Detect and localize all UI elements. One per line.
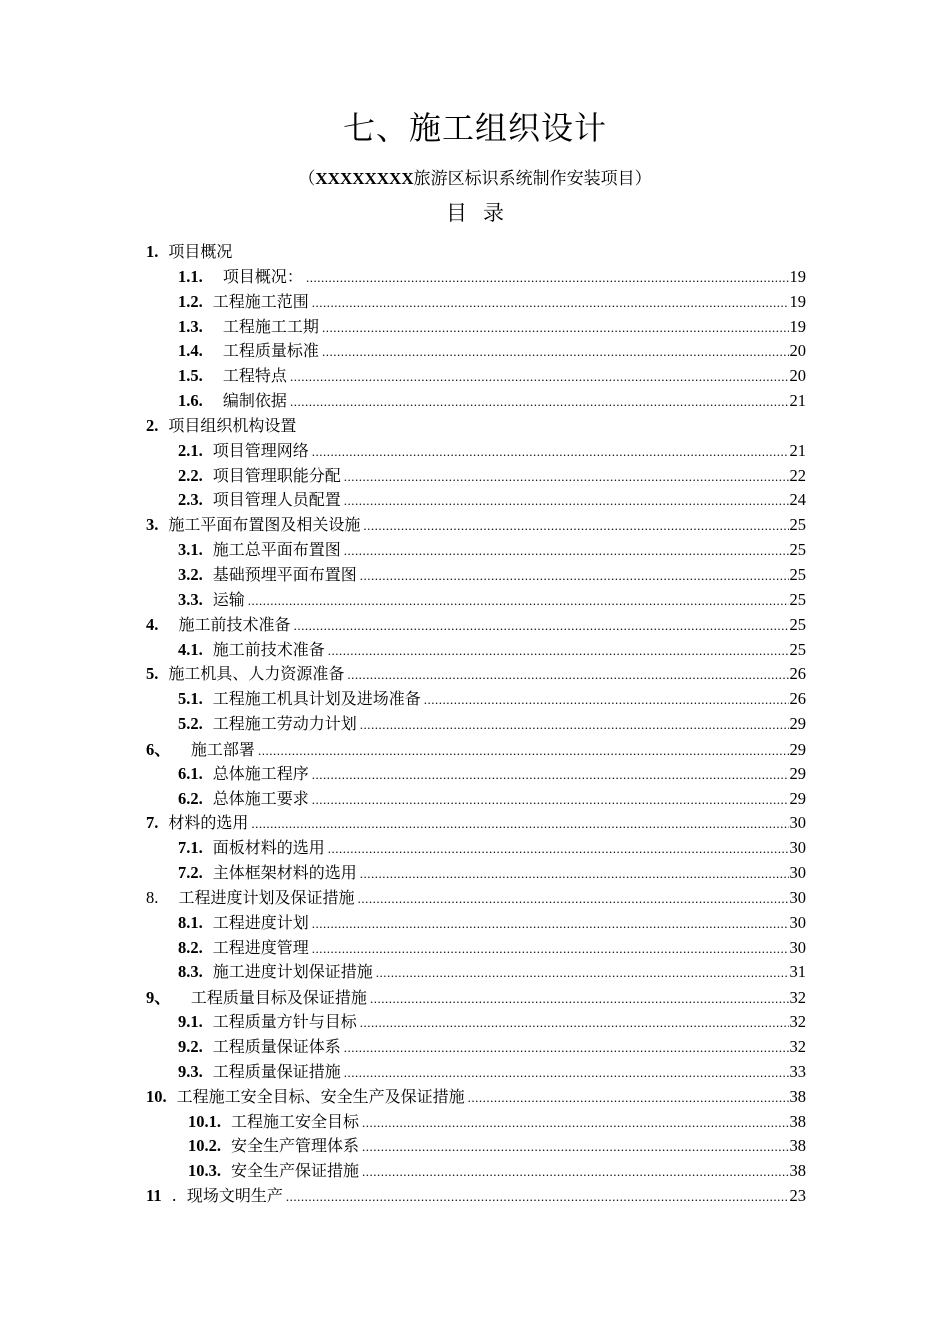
toc-entry-number: 8.3. xyxy=(178,962,203,982)
toc-entry[interactable] xyxy=(146,935,806,960)
toc-entry-number: 7. xyxy=(146,813,159,833)
toc-entry[interactable] xyxy=(146,1059,806,1084)
toc-entry-label: 运输 xyxy=(212,589,245,609)
toc-entry-label: . 现场文明生产 xyxy=(171,1186,283,1206)
toc-entry-number: 10.2. xyxy=(188,1136,221,1156)
toc-dot-leader xyxy=(312,916,789,932)
toc-entry[interactable] xyxy=(146,314,806,339)
toc-entry-page-number: 38 xyxy=(789,1136,806,1156)
toc-entry-page-number: 32 xyxy=(789,988,806,1008)
toc-entry-page-number: 25 xyxy=(789,564,806,584)
toc-entry-number: 3.1. xyxy=(178,540,203,560)
toc-dot-leader xyxy=(358,891,789,907)
toc-entry[interactable] xyxy=(146,835,806,860)
toc-entry-label: 工程进度计划 xyxy=(212,912,309,932)
toc-entry-label: 工程进度管理 xyxy=(212,937,309,957)
toc-dot-leader xyxy=(362,1115,788,1131)
toc-entry[interactable] xyxy=(146,463,806,488)
toc-entry-number: 6、 xyxy=(146,739,171,759)
toc-dot-leader xyxy=(322,320,789,336)
toc-entry[interactable] xyxy=(146,438,806,463)
toc-entry-number: 1.5. xyxy=(178,366,203,386)
toc-dot-leader xyxy=(344,1065,789,1081)
toc-entry-page-number: 32 xyxy=(789,1037,806,1056)
toc-entry[interactable] xyxy=(146,860,806,885)
toc-dot-leader xyxy=(360,866,789,882)
toc-entry-label: 工程质量标准 xyxy=(212,341,319,361)
toc-entry-label: 施工总平面布置图 xyxy=(212,540,341,560)
toc-entry-page-number: 33 xyxy=(789,1061,806,1081)
toc-entry[interactable] xyxy=(146,289,806,314)
toc-entry-label: 施工平面布置图及相关设施 xyxy=(168,515,361,535)
toc-entry-label: 面板材料的选用 xyxy=(212,838,325,858)
toc-entry-page-number: 23 xyxy=(789,1186,806,1206)
toc-entry-label: 工程施工劳动力计划 xyxy=(212,714,357,734)
toc-entry-label: 项目组织机构设置 xyxy=(168,415,297,435)
toc-entry-page-number: 38 xyxy=(789,1161,806,1181)
toc-entry-number: 3. xyxy=(146,515,159,535)
toc-entry-label: 工程施工工期 xyxy=(212,316,319,336)
toc-dot-leader xyxy=(360,717,789,733)
toc-entry[interactable] xyxy=(146,959,806,984)
toc-entry[interactable] xyxy=(146,537,806,562)
toc-heading-char-1: 目 xyxy=(446,201,467,225)
toc-dot-leader xyxy=(344,543,789,559)
toc-entry-page-number: 30 xyxy=(789,863,806,883)
toc-entry-page-number: 30 xyxy=(789,813,806,833)
toc-entry[interactable] xyxy=(146,1109,806,1134)
toc-dot-leader xyxy=(362,1139,788,1155)
toc-dot-leader xyxy=(306,270,789,286)
toc-entry-label: 工程进度计划及保证措施 xyxy=(168,887,355,907)
toc-entry[interactable] xyxy=(146,1034,806,1059)
toc-entry-number: 1. xyxy=(146,242,159,261)
toc-entry-page-number: 38 xyxy=(789,1086,806,1106)
toc-entry[interactable] xyxy=(146,512,806,537)
toc-dot-leader xyxy=(360,1015,789,1031)
toc-entry-page-number: 38 xyxy=(789,1111,806,1131)
toc-dot-leader xyxy=(312,792,789,808)
toc-entry-page-number: 31 xyxy=(789,962,806,982)
subtitle-open-paren: （ xyxy=(298,169,316,189)
toc-entry-number: 8. xyxy=(146,887,159,907)
toc-entry[interactable] xyxy=(146,1158,806,1183)
toc-entry[interactable] xyxy=(146,711,806,736)
toc-entry-page-number: 20 xyxy=(789,366,806,386)
toc-entry-label: 项目管理网络 xyxy=(212,440,309,460)
toc-entry-label: 材料的选用 xyxy=(168,813,249,833)
toc-dot-leader xyxy=(286,1189,789,1205)
toc-dot-leader xyxy=(344,469,789,485)
toc-entry-page-number: 21 xyxy=(789,440,806,460)
toc-entry-label: 项目管理职能分配 xyxy=(212,465,341,485)
toc-dot-leader xyxy=(312,767,789,783)
page-subtitle xyxy=(0,164,950,189)
toc-entry-number: 5. xyxy=(146,664,159,684)
toc-entry[interactable] xyxy=(146,661,806,686)
toc-entry[interactable] xyxy=(146,1009,806,1034)
toc-entry-page-number: 25 xyxy=(789,614,806,634)
toc-entry-number: 1.1. xyxy=(178,266,203,286)
toc-entry[interactable] xyxy=(146,786,806,811)
toc-entry-number: 3.2. xyxy=(178,564,203,584)
toc-entry[interactable] xyxy=(146,1084,806,1109)
toc-entry-page-number: 20 xyxy=(789,341,806,361)
toc-dot-leader xyxy=(312,295,789,311)
toc-entry-number: 4. xyxy=(146,614,159,634)
toc-entry[interactable] xyxy=(146,736,806,761)
toc-entry-label: 施工前技术准备 xyxy=(212,639,325,659)
toc-entry-number: 3.3. xyxy=(178,589,203,609)
toc-entry-page-number: 30 xyxy=(789,887,806,907)
toc-entry[interactable] xyxy=(146,761,806,786)
toc-entry[interactable] xyxy=(146,388,806,413)
toc-dot-leader xyxy=(322,344,789,360)
toc-dot-leader xyxy=(328,841,789,857)
toc-entry-label: 项目概况 xyxy=(168,242,233,261)
toc-entry-label: 工程施工安全目标、安全生产及保证措施 xyxy=(176,1086,465,1106)
toc-dot-leader xyxy=(248,593,789,609)
toc-entry[interactable] xyxy=(146,612,806,637)
subtitle-project-name: 旅游区标识系统制作安装项目） xyxy=(413,169,652,189)
toc-entry-label: 工程质量保证体系 xyxy=(212,1037,341,1056)
toc-heading xyxy=(0,197,950,227)
toc-dot-leader xyxy=(468,1090,789,1106)
toc-entry[interactable] xyxy=(146,487,806,512)
toc-entry-page-number: 29 xyxy=(789,763,806,783)
toc-entry[interactable] xyxy=(146,1133,806,1158)
toc-entry-number: 9、 xyxy=(146,988,171,1008)
toc-dot-leader xyxy=(344,493,789,509)
toc-entry[interactable] xyxy=(146,239,806,264)
toc-entry-number: 1.3. xyxy=(178,316,203,336)
toc-dot-leader xyxy=(294,618,789,634)
toc-entry-number: 5.2. xyxy=(178,714,203,734)
toc-entry[interactable] xyxy=(146,338,806,363)
toc-entry[interactable] xyxy=(146,587,806,612)
toc-entry-page-number: 24 xyxy=(789,490,806,510)
toc-entry-label: 施工前技术准备 xyxy=(168,614,291,634)
toc-entry-number: 2. xyxy=(146,415,159,435)
toc-entry-page-number: 19 xyxy=(789,316,806,336)
toc-entry[interactable] xyxy=(146,686,806,711)
toc-entry-number: 11 xyxy=(146,1186,162,1206)
toc-entry-label: 总体施工要求 xyxy=(212,788,309,808)
toc-entry-number: 5.1. xyxy=(178,689,203,709)
toc-entry-number: 2.1. xyxy=(178,440,203,460)
toc-entry-label: 工程质量方针与目标 xyxy=(212,1012,357,1032)
toc-entry-page-number: 25 xyxy=(789,515,806,535)
toc-dot-leader xyxy=(290,369,789,385)
toc-entry-label: 工程质量保证措施 xyxy=(212,1061,341,1081)
toc-entry-page-number: 25 xyxy=(789,540,806,560)
toc-entry-number: 1.2. xyxy=(178,291,203,311)
toc-entry-number: 9.1. xyxy=(178,1012,203,1032)
toc-entry[interactable] xyxy=(146,562,806,587)
toc-dot-leader xyxy=(312,444,789,460)
toc-entry[interactable] xyxy=(146,637,806,662)
toc-heading-char-2: 录 xyxy=(483,201,504,225)
toc-dot-leader xyxy=(347,667,788,683)
toc-entry-number: 4.1. xyxy=(178,639,203,659)
toc-entry[interactable] xyxy=(146,363,806,388)
toc-entry-label: 施工部署 xyxy=(180,739,255,759)
toc-entry-label: 施工机具、人力资源准备 xyxy=(168,664,345,684)
toc-entry-label: 安全生产管理体系 xyxy=(231,1136,360,1156)
toc-entry-label: 项目概况： xyxy=(212,266,303,286)
toc-dot-leader xyxy=(344,1040,789,1056)
toc-entry-number: 10.3. xyxy=(188,1161,221,1181)
toc-entry-number: 9.2. xyxy=(178,1037,203,1056)
toc-entry[interactable] xyxy=(146,910,806,935)
toc-entry-number: 7.1. xyxy=(178,838,203,858)
toc-entry-number: 2.3. xyxy=(178,490,203,510)
toc-entry-page-number: 25 xyxy=(789,589,806,609)
toc-entry-label: 施工进度计划保证措施 xyxy=(212,962,373,982)
toc-entry-label: 工程施工安全目标 xyxy=(231,1111,360,1131)
toc-entry-label: 工程质量目标及保证措施 xyxy=(180,988,367,1008)
toc-entry-number: 9.3. xyxy=(178,1061,203,1081)
toc-entry-label: 工程施工机具计划及进场准备 xyxy=(212,689,421,709)
toc-entry-page-number: 29 xyxy=(789,739,806,759)
toc-entry-page-number: 26 xyxy=(789,689,806,709)
toc-entry-page-number: 19 xyxy=(789,266,806,286)
toc-entry-page-number: 30 xyxy=(789,838,806,858)
toc-entry-number: 8.2. xyxy=(178,937,203,957)
toc-entry[interactable] xyxy=(146,1183,806,1208)
toc-dot-leader xyxy=(328,643,789,659)
toc-entry-page-number: 26 xyxy=(789,664,806,684)
toc-entry-page-number: 29 xyxy=(789,714,806,734)
toc-dot-leader xyxy=(376,965,789,981)
toc-entry[interactable] xyxy=(146,264,806,289)
toc-dot-leader xyxy=(258,743,789,759)
toc-entry-number: 8.1. xyxy=(178,912,203,932)
toc-entry-number: 7.2. xyxy=(178,863,203,883)
toc-entry-label: 工程特点 xyxy=(212,366,287,386)
toc-dot-leader xyxy=(363,518,788,534)
toc-entry-page-number: 22 xyxy=(789,465,806,485)
page-title: 七、施工组织设计 xyxy=(342,109,607,147)
toc-entry-label: 基础预埋平面布置图 xyxy=(212,564,357,584)
toc-dot-leader xyxy=(424,692,789,708)
toc-entry-number: 1.6. xyxy=(178,391,203,411)
toc-entry-number: 1.4. xyxy=(178,341,203,361)
toc-entry-label: 主体框架材料的选用 xyxy=(212,863,357,883)
toc-entry-number: 10. xyxy=(146,1086,167,1106)
toc-entry-number: 6.1. xyxy=(178,763,203,783)
toc-entry-label: 工程施工范围 xyxy=(212,291,309,311)
toc-entry[interactable] xyxy=(146,984,806,1009)
table-of-contents xyxy=(146,239,806,1208)
toc-entry-label: 项目管理人员配置 xyxy=(212,490,341,510)
toc-dot-leader xyxy=(360,568,789,584)
toc-dot-leader xyxy=(251,816,788,832)
toc-entry[interactable] xyxy=(146,413,806,438)
toc-dot-leader xyxy=(312,941,789,957)
toc-entry-number: 6.2. xyxy=(178,788,203,808)
toc-entry-page-number: 21 xyxy=(789,391,806,411)
toc-entry-label: 安全生产保证措施 xyxy=(231,1161,360,1181)
toc-dot-leader xyxy=(362,1164,788,1180)
toc-entry-page-number: 19 xyxy=(789,291,806,311)
toc-entry-label: 总体施工程序 xyxy=(212,763,309,783)
toc-entry-page-number: 29 xyxy=(789,788,806,808)
toc-entry[interactable] xyxy=(146,885,806,910)
toc-dot-leader xyxy=(290,394,789,410)
toc-entry-label: 编制依据 xyxy=(212,391,287,411)
toc-entry-page-number: 32 xyxy=(789,1012,806,1032)
toc-dot-leader xyxy=(370,991,789,1007)
subtitle-project-code: XXXXXXXX xyxy=(315,169,414,188)
toc-entry[interactable] xyxy=(146,810,806,835)
toc-entry-number: 2.2. xyxy=(178,465,203,485)
toc-entry-page-number: 30 xyxy=(789,937,806,957)
toc-entry-number: 10.1. xyxy=(188,1111,221,1131)
toc-entry-page-number: 30 xyxy=(789,912,806,932)
toc-entry-page-number: 25 xyxy=(789,639,806,659)
